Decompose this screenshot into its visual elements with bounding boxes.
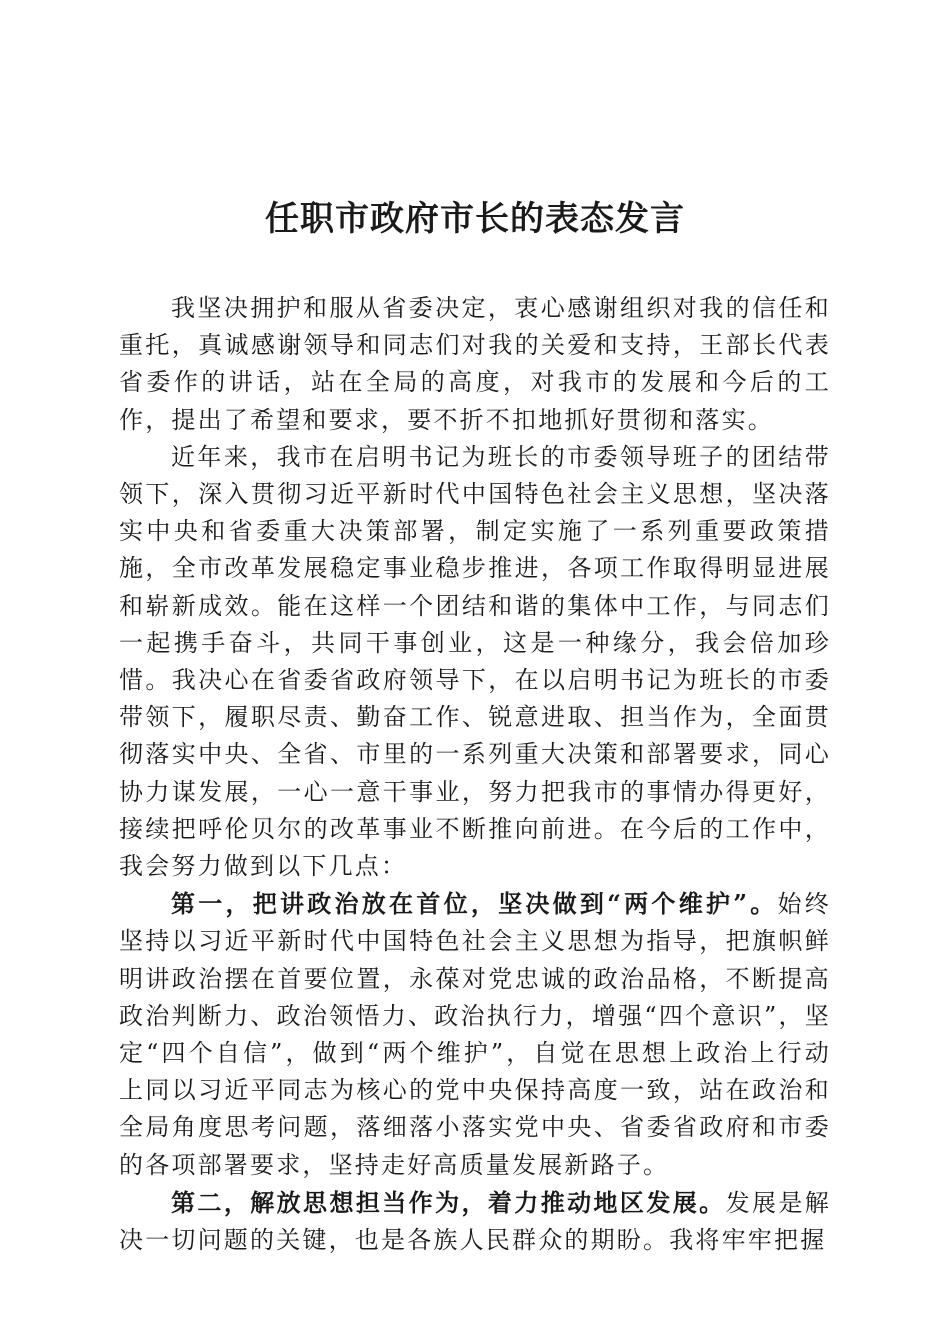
paragraph-2-text: 近年来，我市在启明书记为班长的市委领导班子的团结带领下，深入贯彻习近平新时代中国特色社会主义思想，坚决落实中央和省委重大决策部署，制定实施了一系列重要政策措施，全市改革发展稳定事业稳步推进，各项工作取得明显进展和崭新成效。能在这样一个团结和谐的集体中工作，与同志们一起携手奋斗，共同干事创业，这是一种缘分，我会倍加珍惜。我决心在省委省政府领导下，在以启明书记为班长的市委带领下，履职尽责、勤奋工作、锐意进取、担当作为，全面贯彻落实中央、全省、市里的一系列重大决策和部署要求，同心协力谋发展，一心一意干事业，努力把我市的事情办得更好，接续把呼伦贝尔的改革事业不断推向前进。在今后的工作中，我会努力做到以下几点： bbox=[119, 442, 831, 881]
paragraph-3-lead: 第一，把讲政治放在首位，坚决做到“两个维护”。 bbox=[171, 889, 778, 919]
paragraph-4 bbox=[119, 1184, 831, 1259]
paragraph-4-lead: 第二，解放思想担当作为，着力推动地区发展。 bbox=[171, 1187, 726, 1217]
document-body bbox=[119, 290, 831, 1259]
paragraph-1-text: 我坚决拥护和服从省委决定，衷心感谢组织对我的信任和重托，真诚感谢领导和同志们对我的关爱和支持，王部长代表省委作的讲话，站在全局的高度，对我市的发展和今后的工作，提出了希望和要求，要不折不扣地抓好贯彻和落实。 bbox=[119, 294, 831, 434]
paragraph-3 bbox=[119, 885, 831, 1184]
paragraph-2 bbox=[119, 439, 831, 885]
paragraph-1 bbox=[119, 290, 831, 439]
document-title: 任职市政府市长的表态发言 bbox=[265, 199, 685, 239]
paragraph-4-text: 发展是解决一切问题的关键，也是各族人民群众的期盼。我将牢牢把握 bbox=[119, 1188, 831, 1255]
paragraph-3-text: 始终坚持以习近平新时代中国特色社会主义思想为指导，把旗帜鲜明讲政治摆在首要位置，永葆对党忠诚的政治品格，不断提高政治判断力、政治领悟力、政治执行力，增强“四个意识”，坚定“四个自信”，做到“两个维护”，自觉在思想上政治上行动上同以习近平同志为核心的党中央保持高度一致，站在政治和全局角度思考问题，落细落小落实党中央、省委省政府和市委的各项部署要求，坚持走好高质量发展新路子。 bbox=[119, 890, 831, 1179]
